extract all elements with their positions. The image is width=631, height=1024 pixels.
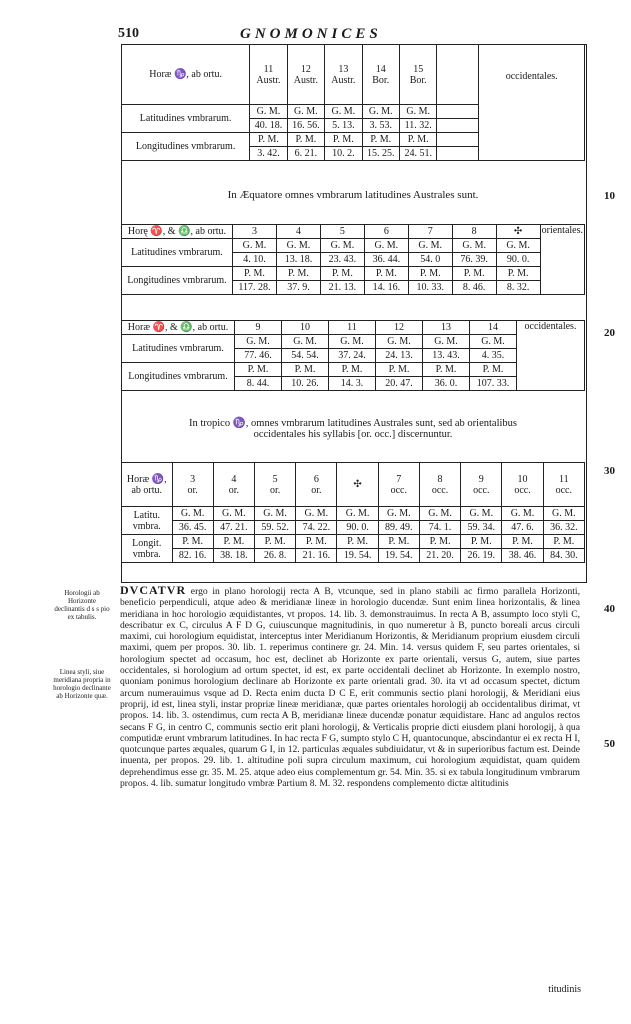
- cell: 26. 19.: [461, 549, 502, 563]
- cell: G. M.: [232, 239, 276, 253]
- cell: P. M.: [337, 535, 378, 549]
- hour-col: 7 occ.: [378, 463, 419, 507]
- cell: G. M.: [378, 507, 419, 521]
- cell: G. M.: [364, 239, 408, 253]
- cell: G. M.: [337, 507, 378, 521]
- table-equinox-2: [121, 320, 585, 391]
- empty-cell: [437, 45, 479, 105]
- cell: G. M.: [329, 335, 376, 349]
- hour-col: 15 Bor.: [399, 45, 436, 105]
- hour-col: 12 Austr.: [287, 45, 324, 105]
- cell: 82. 16.: [172, 549, 213, 563]
- line-number-30: 30: [604, 465, 615, 477]
- cell: 3. 53.: [362, 119, 399, 133]
- cell: 13. 43.: [423, 349, 470, 363]
- cell: 8. 46.: [452, 281, 496, 295]
- cell: G. M.: [496, 239, 540, 253]
- cell: P. M.: [282, 363, 329, 377]
- cell: G. M.: [470, 335, 517, 349]
- cell: 38. 18.: [213, 549, 254, 563]
- cell: P. M.: [320, 267, 364, 281]
- line-number-50: 50: [604, 738, 615, 750]
- tropic-note-line-2: occidentales his syllabis [or. occ.] discernuntur.: [253, 429, 453, 440]
- cell: 59. 52.: [254, 521, 295, 535]
- cell: 74. 1.: [419, 521, 460, 535]
- cell: G. M.: [452, 239, 496, 253]
- cell: P. M.: [254, 535, 295, 549]
- cell: G. M.: [423, 335, 470, 349]
- cell: G. M.: [172, 507, 213, 521]
- hour-col: 9 occ.: [461, 463, 502, 507]
- hour-col: 11: [329, 321, 376, 335]
- cell: 8. 44.: [235, 377, 282, 391]
- cell: 19. 54.: [378, 549, 419, 563]
- hour-col: 6: [364, 225, 408, 239]
- hour-col: 14 Bor.: [362, 45, 399, 105]
- table-capricorn-1: [121, 44, 585, 161]
- cell: 54. 54.: [282, 349, 329, 363]
- cell: P. M.: [470, 363, 517, 377]
- cell: 47. 21.: [213, 521, 254, 535]
- cell: P. M.: [376, 363, 423, 377]
- hour-col: 12: [376, 321, 423, 335]
- cell: 14. 16.: [364, 281, 408, 295]
- row-label: Horę ♈, & ♎, ab ortu.: [122, 225, 233, 239]
- cell: 76. 39.: [452, 253, 496, 267]
- cell: G. M.: [320, 239, 364, 253]
- cell: P. M.: [232, 267, 276, 281]
- hour-col: 11 Austr.: [250, 45, 287, 105]
- cell: G. M.: [461, 507, 502, 521]
- cell: 10. 2.: [325, 147, 362, 161]
- catchword: titudinis: [548, 984, 581, 995]
- cell: 47. 6.: [502, 521, 543, 535]
- hour-col: 6 or.: [296, 463, 337, 507]
- hour-col: 10: [282, 321, 329, 335]
- empty-cell: [437, 119, 479, 133]
- cell: 21. 16.: [296, 549, 337, 563]
- cell: 6. 21.: [287, 147, 324, 161]
- cell: G. M.: [543, 507, 584, 521]
- cell: P. M.: [362, 133, 399, 147]
- cell: G. M.: [250, 105, 287, 119]
- cell: P. M.: [419, 535, 460, 549]
- cell: 36. 45.: [172, 521, 213, 535]
- body-text: ergo in plano horologij recta A B, vtcunque, sed in plano stabili ac firmo parallela Horizonti, beneficio perpendiculi, atque adeo & meridianæ lineæ in horologio ducendæ. Sunt enim linea horizontalis, & linea meridiana in hoc horologio æquidistantes, vt propos. 14. lib. 3. demonstrauimus. In recta A B, assumpto loco styli C, describatur ex C, circulus A F D G, cuiuscunque magnitudinis, in quo numeretur à B, puncto boreali arcus circuli maximi, cui horologium equidistat, interceptus inter Meridianum Horizontis, & Meridianum proprium eiusdem circuli maximi, quem per propos. 30. lib. 1. reperimus continere gr. 24. Min. 14. versus quidem F, seu partes orientales, si horologium spectet ad occasum, hoc est, declinet ab Horizonte ex parte orientali, versus G, autem, siue partes occidentales, si horologium ad ortum spectet, id est, ex parte occidentali declinet ab Horizonte. In exemplo nostro, quoniam ponimus horologium declinare ab Horizonte ex parte orientali grad. 30. ita vt ad occasum spectet, dictum arcum numerauimus vsque ad D. Recta enim ducta D C E, erit communis sectio plani horologij, & Meridiani eius proprij, id est, linea styli, instar propriæ lineæ meridianæ, quæ partes orientales horologij ab occidentalibus dirimat, vt propos. 14. lib. 3. ostendimus, cum recta A B, meridianæ lineæ ducendæ ponatur æquidistare. Hanc ad angulos rectos secans F G, in centro C, communis sectio erit plani horologij, & Verticalis proprie dicti eiusdem plani horologij, à qua computidæ erunt vmbrarum latitudines. In hac recta F G, sumpto stylo C H, quantocunque, abscindantur ei ex recta H I, quotcunque partes æquales, quarum G I, in 12. particulas æquales subdiuidatur, vt & in superioribus factum est. Deinde inuenta, per propos. 29. lib. 1. altitudine poli supra circulum maximum, cui horologium æquidistat, quam quidem deprehendimus esse gr. 35. M. 25. atque adeo eius complementum gr. 54. Min. 35. si ex tabula longitudinum vmbrarum propos. 4. lib. sumatur longitudo vmbræ Partium 8. M. 32. respondens complemento dictæ altitudinis: [120, 586, 580, 790]
- cell: P. M.: [452, 267, 496, 281]
- row-label: Horæ ♑, ab ortu.: [122, 45, 250, 105]
- row-label: Horæ ♑, ab ortu.: [122, 463, 173, 507]
- cell: P. M.: [364, 267, 408, 281]
- tropic-note: [121, 418, 585, 440]
- margin-note-2: Linea styli, siue meridiana propria in horologio declinante ab Horizonte quæ.: [53, 668, 111, 700]
- cell: G. M.: [325, 105, 362, 119]
- dropcap: DVCATVR: [120, 583, 187, 597]
- empty-cell: [437, 147, 479, 161]
- cell: P. M.: [399, 133, 436, 147]
- cell: G. M.: [235, 335, 282, 349]
- equator-note: In Æquatore omnes vmbrarum latitudines Australes sunt.: [227, 189, 479, 201]
- cell: 13. 18.: [277, 253, 321, 267]
- hour-col: 8 occ.: [419, 463, 460, 507]
- page-number: 510: [118, 26, 139, 41]
- hour-col: 5 or.: [254, 463, 295, 507]
- cell: G. M.: [296, 507, 337, 521]
- cell: 89. 49.: [378, 521, 419, 535]
- cell: P. M.: [496, 267, 540, 281]
- cell: P. M.: [250, 133, 287, 147]
- cell: 10. 26.: [282, 377, 329, 391]
- cell: 19. 54.: [337, 549, 378, 563]
- cell: G. M.: [282, 335, 329, 349]
- cell: P. M.: [213, 535, 254, 549]
- line-number-40: 40: [604, 603, 615, 615]
- cell: 74. 22.: [296, 521, 337, 535]
- hour-col: 11 occ.: [543, 463, 584, 507]
- row-label: Latitudines vmbrarum.: [122, 335, 235, 363]
- cell: 38. 46.: [502, 549, 543, 563]
- cell: P. M.: [543, 535, 584, 549]
- cell: 11. 32.: [399, 119, 436, 133]
- hour-col: 14: [470, 321, 517, 335]
- empty-cell: [437, 133, 479, 147]
- cell: 14. 3.: [329, 377, 376, 391]
- cell: 84. 30.: [543, 549, 584, 563]
- hour-col: 13: [423, 321, 470, 335]
- cell: P. M.: [325, 133, 362, 147]
- cell: 24. 13.: [376, 349, 423, 363]
- cell: G. M.: [254, 507, 295, 521]
- cell: P. M.: [235, 363, 282, 377]
- side-label: occidentales.: [517, 321, 585, 391]
- cell: 24. 51.: [399, 147, 436, 161]
- cell: G. M.: [399, 105, 436, 119]
- cell: 37. 9.: [277, 281, 321, 295]
- cell: P. M.: [378, 535, 419, 549]
- hour-col: 4: [277, 225, 321, 239]
- cell: P. M.: [296, 535, 337, 549]
- table-equinox-1: [121, 224, 585, 295]
- cell: 20. 47.: [376, 377, 423, 391]
- hour-col: 7: [408, 225, 452, 239]
- body-paragraph: [120, 585, 580, 789]
- row-label: Latitudines vmbrarum.: [122, 239, 233, 267]
- cell: G. M.: [408, 239, 452, 253]
- hour-col: 3 or.: [172, 463, 213, 507]
- cell: 21. 13.: [320, 281, 364, 295]
- line-number-10: 10: [604, 190, 615, 202]
- row-label: Longit. vmbra.: [122, 535, 173, 563]
- row-label: Horæ ♈, & ♎, ab ortu.: [122, 321, 235, 335]
- table-capricorn-2: [121, 462, 585, 563]
- cell: 40. 18.: [250, 119, 287, 133]
- cell: P. M.: [329, 363, 376, 377]
- cell: 54. 0: [408, 253, 452, 267]
- row-label: Longitudines vmbrarum.: [122, 267, 233, 295]
- cell: G. M.: [502, 507, 543, 521]
- cell: P. M.: [172, 535, 213, 549]
- cell: 10. 33.: [408, 281, 452, 295]
- cell: G. M.: [213, 507, 254, 521]
- cell: G. M.: [419, 507, 460, 521]
- tropic-note-line-1: In tropico ♑, omnes vmbrarum latitudines Australes sunt, sed ab orientalibus: [188, 418, 518, 429]
- row-label: Longitudines vmbrarum.: [122, 133, 250, 161]
- empty-cell: [437, 105, 479, 119]
- cell: 15. 25.: [362, 147, 399, 161]
- cell: 8. 32.: [496, 281, 540, 295]
- cell: 77. 46.: [235, 349, 282, 363]
- cell: G. M.: [362, 105, 399, 119]
- cell: 26. 8.: [254, 549, 295, 563]
- hour-col: 10 occ.: [502, 463, 543, 507]
- side-label: occidentales.: [479, 45, 585, 161]
- cell: G. M.: [287, 105, 324, 119]
- cell: 90. 0.: [496, 253, 540, 267]
- hour-col: 13 Austr.: [325, 45, 362, 105]
- cell: 36. 44.: [364, 253, 408, 267]
- cell: G. M.: [376, 335, 423, 349]
- cell: 4. 35.: [470, 349, 517, 363]
- cell: 5. 13.: [325, 119, 362, 133]
- cell: 107. 33.: [470, 377, 517, 391]
- cell: 90. 0.: [337, 521, 378, 535]
- cell: 36. 0.: [423, 377, 470, 391]
- hour-col: ✣: [496, 225, 540, 239]
- hour-col: ✣: [337, 463, 378, 507]
- row-label: Longitudines vmbrarum.: [122, 363, 235, 391]
- cell: P. M.: [461, 535, 502, 549]
- cell: P. M.: [502, 535, 543, 549]
- line-number-20: 20: [604, 327, 615, 339]
- cell: 16. 56.: [287, 119, 324, 133]
- cell: G. M.: [277, 239, 321, 253]
- cell: P. M.: [423, 363, 470, 377]
- side-label: orientales.: [540, 225, 584, 295]
- row-label: Latitudines vmbrarum.: [122, 105, 250, 133]
- cell: P. M.: [408, 267, 452, 281]
- cell: 36. 32.: [543, 521, 584, 535]
- cell: 21. 20.: [419, 549, 460, 563]
- hour-col: 3: [232, 225, 276, 239]
- hour-col: 9: [235, 321, 282, 335]
- hour-col: 5: [320, 225, 364, 239]
- running-title: GNOMONICES: [240, 26, 382, 42]
- hour-col: 4 or.: [213, 463, 254, 507]
- cell: 23. 43.: [320, 253, 364, 267]
- cell: P. M.: [277, 267, 321, 281]
- cell: 117. 28.: [232, 281, 276, 295]
- row-label: Latitu. vmbra.: [122, 507, 173, 535]
- margin-note-1: Horologii ab Horizonte declinantis d s s pio ex tabulis.: [54, 589, 110, 621]
- cell: 59. 34.: [461, 521, 502, 535]
- hour-col: 8: [452, 225, 496, 239]
- cell: 3. 42.: [250, 147, 287, 161]
- cell: 37. 24.: [329, 349, 376, 363]
- cell: 4. 10.: [232, 253, 276, 267]
- cell: P. M.: [287, 133, 324, 147]
